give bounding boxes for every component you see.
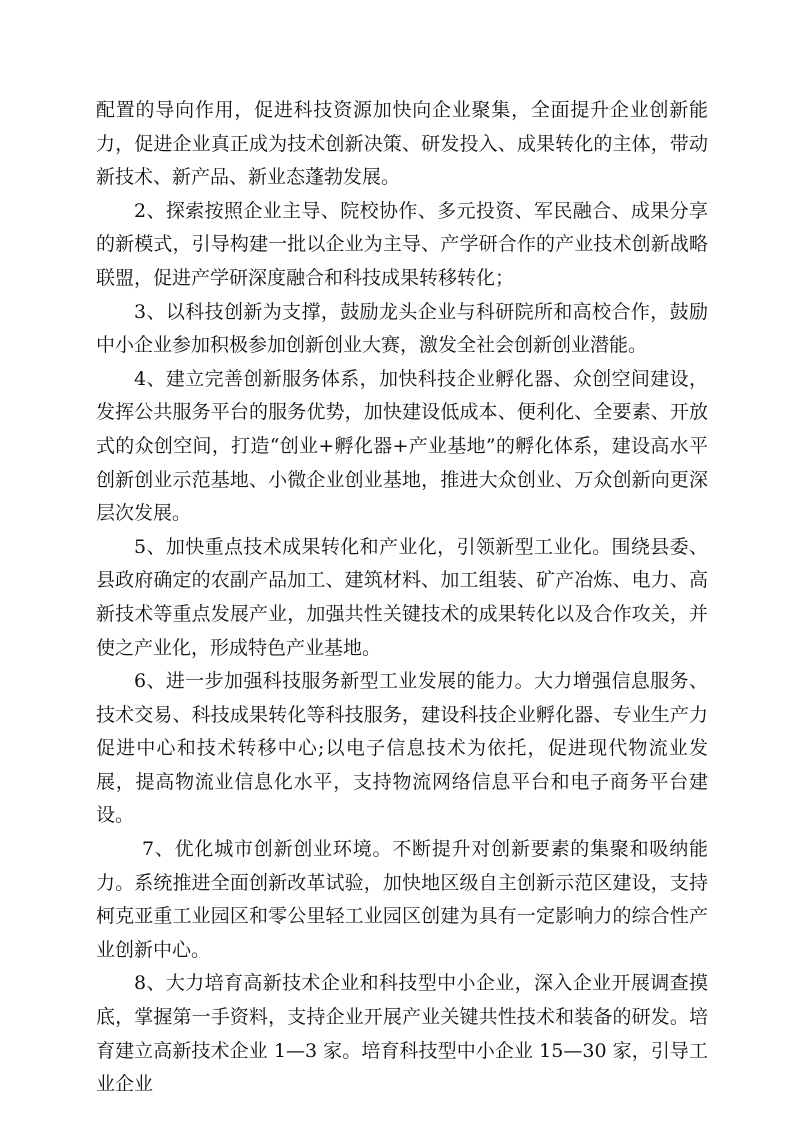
paragraph-item-7: 7、优化城市创新创业环境。不断提升对创新要素的集聚和吸纳能力。系统推进全面创新改革试验，加快地区级自主创新示范区建设，支持柯克亚重工业园区和零公里轻工业园区创建为具有一定影响力的综合性产业创新中心。	[96, 838, 708, 961]
paragraph-item-6: 6、进一步加强科技服务新型工业发展的能力。大力增强信息服务、技术交易、科技成果转化等科技服务，建设科技企业孵化器、专业生产力促进中心和技术转移中心;以电子信息技术为依托，促进现代物流业发展，提高物流业信息化水平，支持物流网络信息平台和电子商务平台建设。	[96, 670, 708, 827]
paragraph-item-4: 4、建立完善创新服务体系，加快科技企业孵化器、众创空间建设，发挥公共服务平台的服务优势，加快建设低成本、便利化、全要素、开放式的众创空间，打造“创业+孵化器+产业基地”的孵化体系，建设高水平创新创业示范基地、小微企业创业基地，推进大众创业、万众创新向更深层次发展。	[96, 367, 708, 525]
paragraph-item-2: 2、探索按照企业主导、院校协作、多元投资、军民融合、成果分享的新模式，引导构建一批以企业为主导、产学研合作的产业技术创新战略联盟，促进产学研深度融合和科技成果转移转化；	[96, 199, 708, 289]
paragraph-item-8: 8、大力培育高新技术企业和科技型中小企业，深入企业开展调查摸底，掌握第一手资料，支持企业开展产业关键共性技术和装备的研发。培育建立高新技术企业 1—3 家。培育科技型中小企业 15—30 家，引导工业企业	[96, 972, 708, 1096]
document-body	[96, 94, 708, 1102]
paragraph-item-3: 3、以科技创新为支撑，鼓励龙头企业与科研院所和高校合作，鼓励中小企业参加积极参加创新创业大赛，激发全社会创新创业潜能。	[96, 300, 708, 357]
paragraph-continuation: 配置的导向作用，促进科技资源加快向企业聚集，全面提升企业创新能力，促进企业真正成为技术创新决策、研发投入、成果转化的主体，带动新技术、新产品、新业态蓬勃发展。	[96, 99, 708, 189]
paragraph-item-5: 5、加快重点技术成果转化和产业化，引领新型工业化。围绕县委、县政府确定的农副产品加工、建筑材料、加工组装、矿产冶炼、电力、高新技术等重点发展产业，加强共性关键技术的成果转化以及合作攻关，并使之产业化，形成特色产业基地。	[96, 535, 708, 659]
